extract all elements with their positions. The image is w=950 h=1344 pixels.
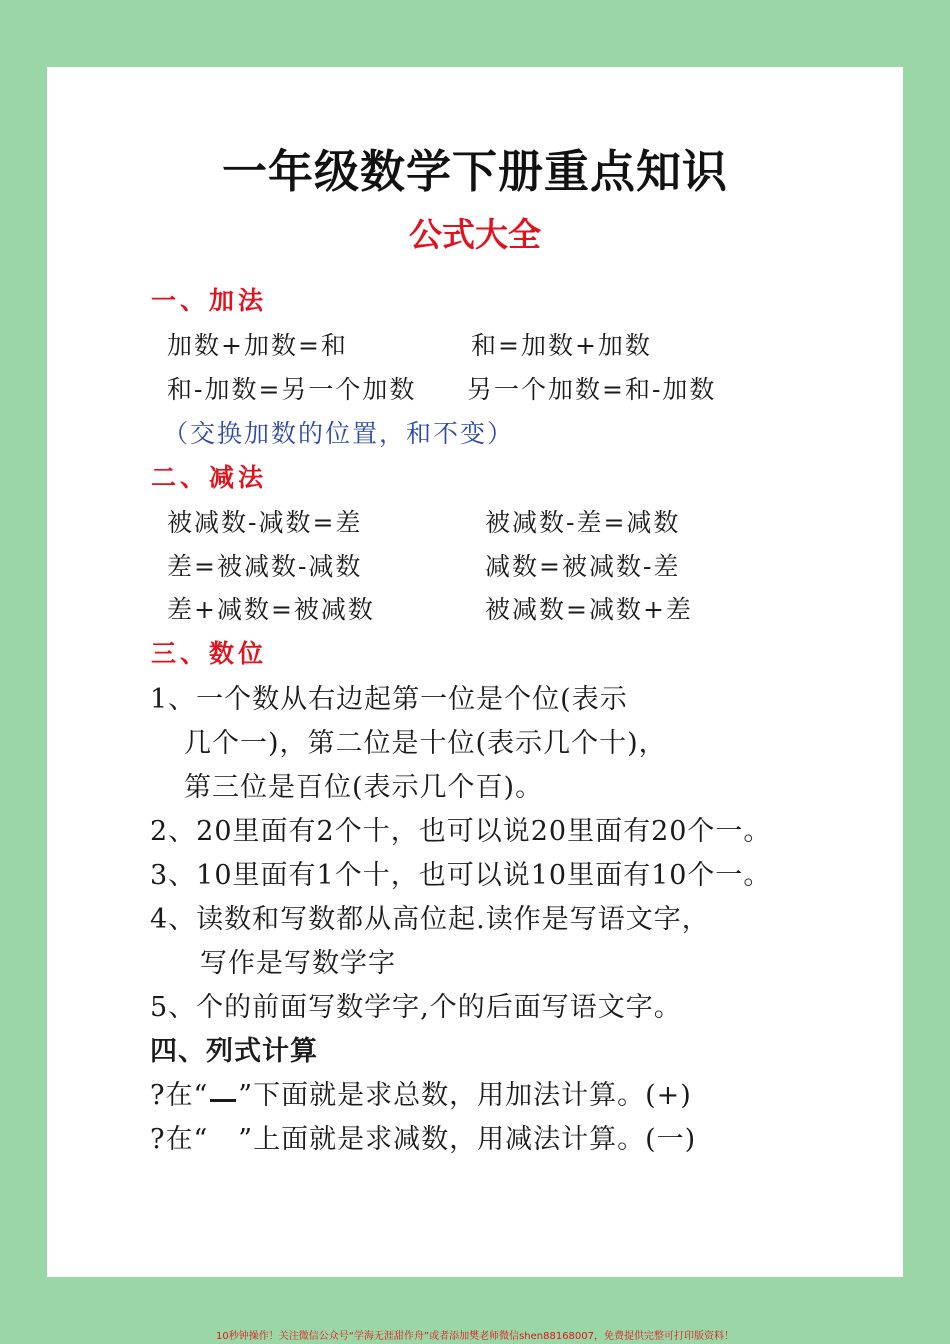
calculation-rule-addition-suffix: ”下面就是求总数，用加法计算。(+) [238,1080,692,1111]
section-heading-place-value: 三、数位 [151,639,268,668]
formula-subtraction-2: 被减数-差=减数 [485,508,681,537]
section-heading-calculation: 四、列式计算 [150,1036,318,1067]
calculation-rule-subtraction-suffix: ”上面就是求减数，用减法计算。(一) [238,1124,697,1155]
section-heading-subtraction: 二、减法 [151,463,268,492]
formula-addition-1: 加数+加数=和 [167,331,348,360]
bracket-under-icon [210,1079,236,1102]
formula-addition-3: 和-加数=另一个加数 [167,375,417,404]
place-value-item-1-line-1: 1、一个数从右边起第一位是个位(表示 [150,684,628,715]
formula-addition-2: 和=加数+加数 [471,331,652,360]
formula-subtraction-6: 被减数=减数+差 [485,595,693,624]
addition-note: （交换加数的位置，和不变） [163,419,515,448]
place-value-item-4-line-2: 写作是写数学字 [200,948,396,979]
calculation-rule-addition-prefix: ?在“ [150,1080,209,1111]
place-value-item-2: 2、20里面有2个十，也可以说20里面有20个一。 [150,816,772,847]
page-title: 一年级数学下册重点知识 [221,145,728,198]
page-subtitle: 公式大全 [409,215,541,254]
formula-subtraction-1: 被减数-减数=差 [167,508,363,537]
formula-subtraction-4: 减数=被减数-差 [485,552,681,581]
place-value-item-4-line-1: 4、读数和写数都从高位起.读作是写语文字， [150,904,710,935]
formula-subtraction-5: 差+减数=被减数 [167,595,375,624]
bracket-over-icon [210,1128,236,1148]
calculation-rule-subtraction [150,1117,696,1156]
footer-notice: 10秒钟操作！关注微信公众号“学海无涯甜作舟”或者添加樊老师微信shen88168007，免费提供完整可打印版资料！ [215,1331,735,1342]
place-value-item-1-line-2: 几个一)，第二位是十位(表示几个十)， [184,728,667,759]
calculation-rule-addition [150,1073,692,1112]
formula-addition-4: 另一个加数=和-加数 [467,375,717,404]
section-heading-addition: 一、加法 [151,286,268,315]
place-value-item-1-line-3: 第三位是百位(表示几个百)。 [184,772,544,803]
calculation-rule-subtraction-prefix: ?在“ [150,1124,209,1155]
document-page [47,67,903,1277]
place-value-item-5: 5、个的前面写数学字,个的后面写语文字。 [150,992,682,1023]
formula-subtraction-3: 差=被减数-减数 [167,552,363,581]
place-value-item-3: 3、10里面有1个十，也可以说10里面有10个一。 [150,860,772,891]
